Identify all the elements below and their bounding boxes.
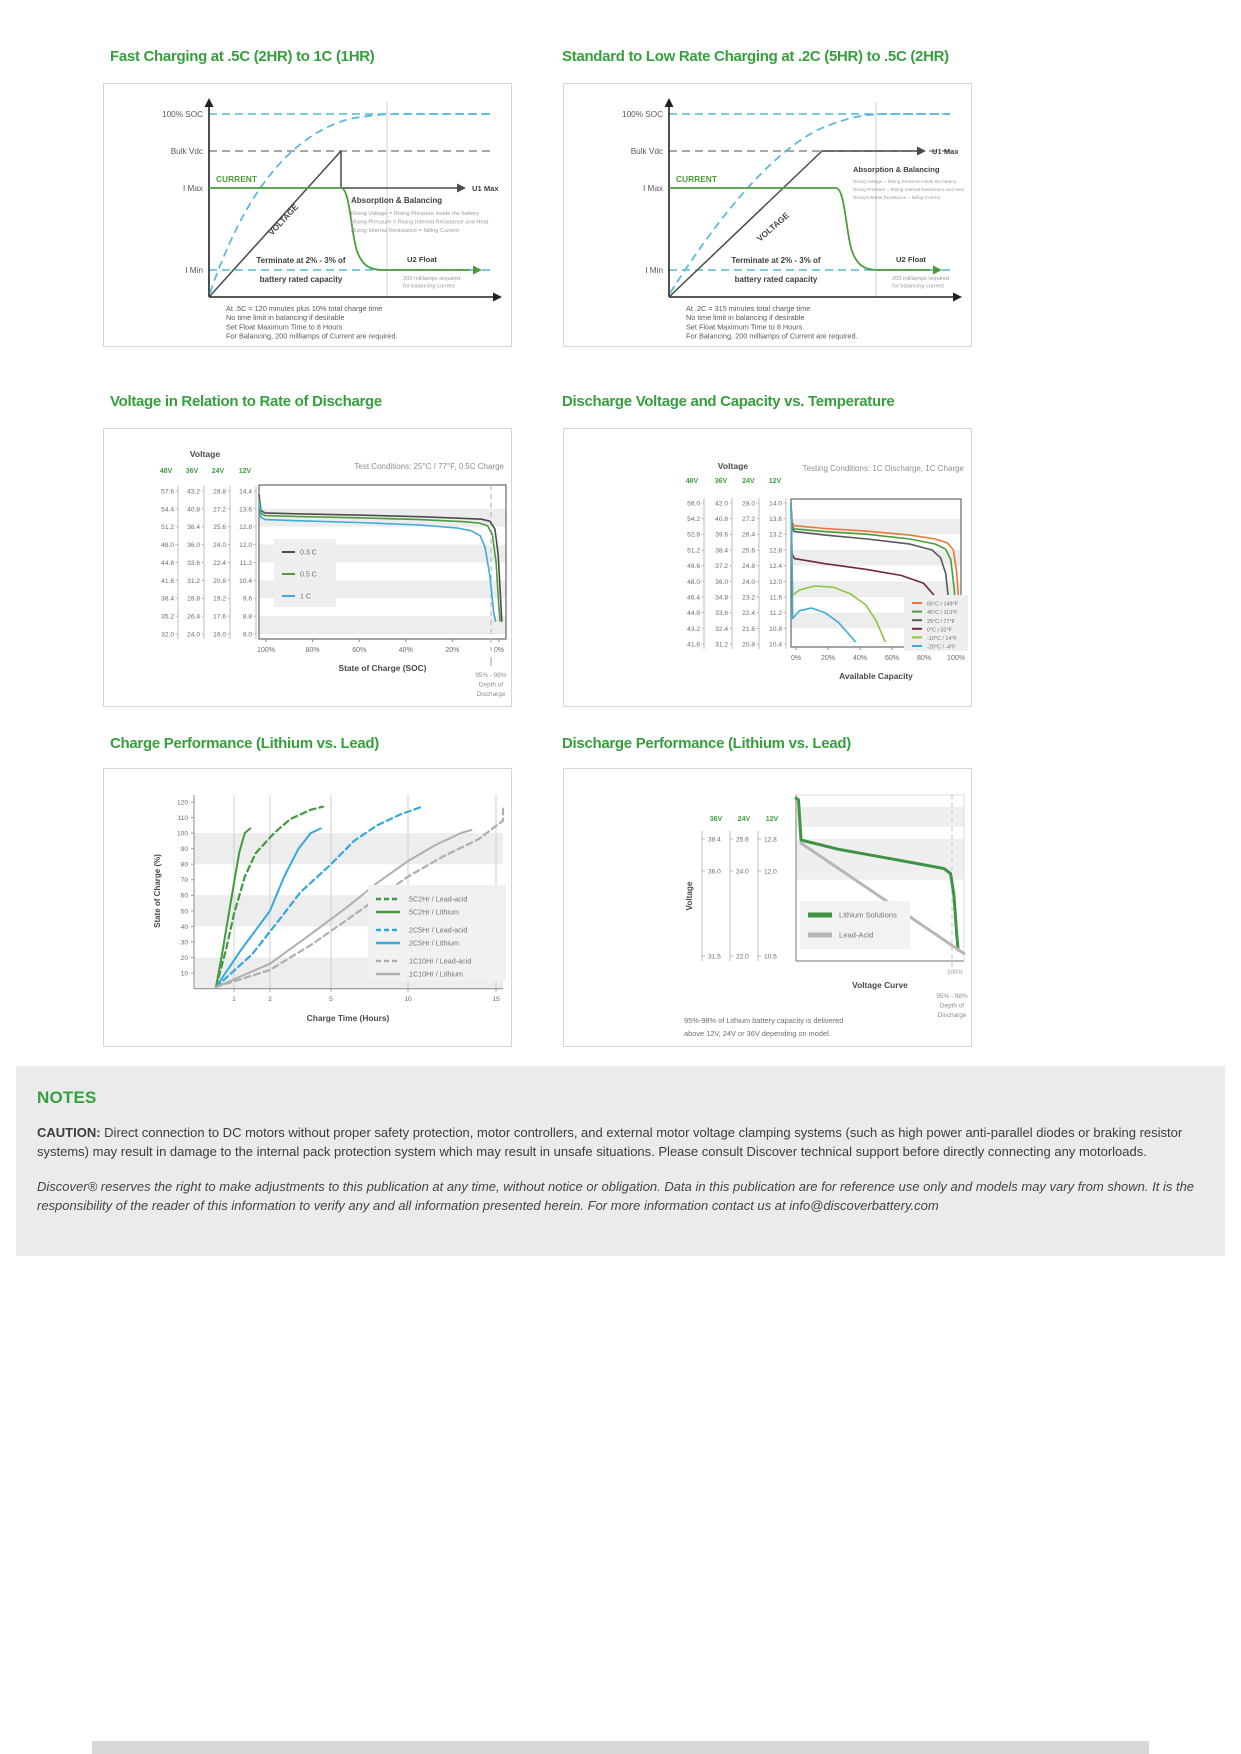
voltage-tick: 28.0 [742, 500, 755, 508]
voltage-tick: 38.4 [715, 547, 728, 555]
y-tick-label: 30 [180, 939, 188, 947]
voltage-tick: 20.8 [742, 641, 755, 649]
chart-title-standard-charging: Standard to Low Rate Charging at .2C (5HR) to .5C (2HR) [562, 48, 949, 65]
legend-label: -10°C / 14°F [927, 636, 957, 642]
voltage-tick: 54.2 [687, 516, 700, 524]
voltage-tick: 26.4 [187, 613, 200, 621]
voltage-tick: 36.0 [715, 578, 728, 586]
caution-text: Direct connection to DC motors without proper safety protection, motor controllers, and external motor voltage clamping systems (such as high power anti-parallel diodes or braking resistor systems) may result in damage to the internal pack protection system which may result in unsafe situations. Please consult Discover technical support before directly connecting any motorloads. [37, 1125, 1183, 1159]
voltage-tick: 21.6 [742, 625, 755, 633]
y-tick-label: 50 [180, 908, 188, 916]
x-tick-label: 100% [947, 655, 965, 662]
y-tick-label: 20 [180, 954, 188, 962]
terminate-label: battery rated capacity [259, 275, 343, 284]
voltage-tick: 40.8 [187, 506, 200, 514]
voltage-tick: 20.8 [213, 577, 226, 585]
voltage-header: Voltage [717, 461, 749, 471]
voltage-tick: 31.5 [708, 953, 721, 961]
voltage-tick: 54.4 [161, 506, 174, 514]
voltage-vs-discharge-figure [104, 429, 511, 706]
voltage-tick: 38.4 [187, 524, 200, 532]
voltage-tick: 43.2 [687, 625, 700, 633]
absorption-label: Absorption & Balancing [853, 165, 940, 174]
u2-note: 200 milliamps required [892, 276, 950, 282]
voltage-tick: 25.6 [213, 524, 226, 532]
chart-footnote: Set Float Maximum Time to 8 Hours [226, 322, 343, 332]
chart-footnote: For Balancing, 200 milliamps of Current are required. [226, 331, 398, 341]
voltage-tick: 26.4 [742, 531, 755, 539]
imin-level-label: I Min [645, 266, 663, 275]
voltage-tick: 38.4 [161, 595, 174, 603]
voltage-tick: 24.0 [736, 868, 749, 876]
x-tick-label: 15 [492, 996, 500, 1003]
voltage-tick: 33.6 [715, 610, 728, 618]
arrowhead [933, 266, 942, 275]
voltage-tick: 12.8 [769, 547, 782, 555]
dod-note: Depth of [939, 1002, 965, 1010]
x-tick-label: 5 [329, 996, 333, 1003]
x-tick-label: 80% [305, 647, 320, 654]
arrowhead [917, 147, 926, 156]
voltage-tick: 12.4 [769, 563, 782, 571]
caution-paragraph [37, 1124, 1200, 1162]
test-conditions: Testing Conditions: 1C Discharge, 1C Charge [802, 464, 964, 473]
voltage-label: VOLTAGE [754, 210, 791, 244]
dod-note: Depth of [478, 681, 504, 689]
legend-label: 0.5 C [300, 571, 317, 579]
voltage-column-header: 24V [737, 816, 751, 823]
voltage-tick: 13.6 [769, 516, 782, 524]
current-label: CURRENT [216, 174, 257, 184]
voltage-vs-temperature-figure [564, 429, 971, 706]
arrowhead [665, 98, 674, 107]
voltage-tick: 22.0 [736, 953, 749, 961]
voltage-tick: 51.2 [161, 524, 174, 532]
voltage-tick: 24.0 [187, 631, 200, 639]
voltage-tick: 10.8 [769, 625, 782, 633]
disclaimer-paragraph: Discover® reserves the right to make adjustments to this publication at any time, without notice or obligation. Data in this publication are for reference use only and models may vary from shown. It is the responsibility of the reader of this information to verify any and all information presented herein. For more information contact us at info@discoverbattery.com [37, 1178, 1195, 1213]
rising-note: Rising Pressure = Rising Internal Resistance and Heat [853, 187, 964, 192]
legend-label: 1 C [300, 593, 311, 601]
voltage-column-header: 48V [159, 468, 173, 475]
voltage-column-header: 36V [185, 468, 199, 475]
u2-note: for balancing current [892, 283, 944, 290]
voltage-tick: 31.2 [715, 641, 728, 649]
voltage-tick: 10.5 [764, 953, 777, 961]
chart-footnote: At .5C = 120 minutes plus 10% total charge time [226, 304, 383, 313]
u2-float-label: U2 Float [896, 255, 926, 264]
legend-label: .5C2Hr / Lead-acid [407, 894, 468, 904]
voltage-tick: 11.6 [769, 594, 782, 602]
x-axis-label: State of Charge (SOC) [338, 663, 427, 673]
absorption-label: Absorption & Balancing [351, 196, 443, 205]
legend-label: -20°C / -4°F [927, 644, 956, 651]
x-tick-label: 40% [398, 647, 413, 654]
chart-voltage-vs-discharge [103, 428, 512, 707]
y-tick-label: 60 [180, 892, 188, 900]
voltage-tick: 12.0 [769, 578, 782, 586]
voltage-tick: 42.0 [715, 500, 728, 508]
x-tick-label: 20% [445, 647, 460, 654]
chart-standard-charging [563, 83, 972, 347]
x-tick-label: 0% [790, 655, 802, 662]
voltage-tick: 28.8 [213, 488, 226, 496]
voltage-tick: 48.0 [161, 542, 174, 550]
y-tick-label: 80 [180, 861, 188, 869]
x-tick-label: 60% [352, 647, 367, 654]
voltage-tick: 31.2 [187, 577, 200, 585]
voltage-tick: 22.4 [213, 559, 226, 567]
imax-level-label: I Max [642, 184, 663, 193]
chart-footnote: No time limit in balancing if desirable [226, 313, 345, 323]
voltage-tick: 40.8 [715, 516, 728, 524]
legend-label: .2C5Hr / Lead-acid [407, 925, 468, 935]
voltage-tick: 27.2 [742, 516, 755, 524]
voltage-tick: 13.6 [239, 506, 252, 514]
x-axis-label: Available Capacity [839, 671, 913, 681]
terminate-label: Terminate at 2% - 3% of [256, 256, 346, 265]
chart-footnote: Set Float Maximum Time to 8 Hours [686, 322, 803, 332]
chart-discharge-performance [563, 768, 972, 1047]
chart-charge-performance [103, 768, 512, 1047]
chart-voltage-vs-temperature [563, 428, 972, 707]
fast-charging-figure [104, 84, 511, 346]
legend-label: Lead-Acid [839, 930, 874, 940]
y-tick-label: 120 [176, 799, 188, 807]
legend-label: 65°C / 149°F [927, 601, 958, 608]
voltage-tick: 44.8 [161, 559, 174, 567]
notes-section [16, 1066, 1225, 1256]
rising-note: Rising Pressure = Rising Internal Resistance and Heat [351, 219, 489, 226]
y-axis-label: Voltage [685, 881, 694, 911]
legend-label: 0°C / 32°F [927, 627, 952, 634]
rising-note: Rising Internal Resistance = falling Current [351, 228, 459, 235]
x-tick-label: 2 [268, 996, 272, 1003]
chart-footnote: 95%-98% of Lithium battery capacity is delivered [684, 1016, 844, 1025]
voltage-tick: 24.0 [742, 578, 755, 586]
voltage-column-header: 24V [742, 478, 755, 485]
voltage-tick: 41.6 [161, 577, 174, 585]
arrowhead [953, 293, 962, 302]
legend-label: .5C2Hr / Lithium [407, 907, 459, 917]
voltage-tick: 10.4 [239, 577, 252, 585]
u2-note: 200 milliamps required [403, 276, 461, 282]
voltage-tick: 57.6 [161, 488, 174, 496]
voltage-tick: 14.0 [769, 500, 782, 508]
voltage-tick: 25.6 [742, 547, 755, 555]
voltage-tick: 32.4 [715, 625, 728, 633]
discharge-performance-figure [564, 769, 971, 1046]
bulk-level-label: Bulk Vdc [170, 147, 203, 156]
arrowhead [473, 266, 482, 275]
chart-title-fast-charging: Fast Charging at .5C (2HR) to 1C (1HR) [110, 48, 375, 65]
legend-label: .2C5Hr / Lithium [407, 938, 459, 948]
voltage-column-header: 36V [714, 478, 728, 485]
voltage-tick: 17.6 [213, 613, 226, 621]
voltage-column-header: 24V [211, 468, 225, 475]
soc-level-label: 100% SOC [622, 110, 663, 119]
x-tick-label: 60% [884, 655, 900, 662]
voltage-tick: 51.2 [687, 547, 700, 555]
rising-note: Rising Voltage = Rising Pressure inside the battery [853, 179, 957, 184]
u2-float-label: U2 Float [407, 255, 437, 264]
chart-title-charge-performance: Charge Performance (Lithium vs. Lead) [110, 735, 379, 752]
voltage-tick: 36.0 [708, 868, 721, 876]
chart-footnote: above 12V, 24V or 36V depending on model. [684, 1029, 831, 1038]
voltage-column-header: 12V [765, 816, 779, 823]
x-axis-label: Voltage Curve [852, 980, 908, 990]
standard-charging-figure [564, 84, 971, 346]
voltage-column-header: 48V [685, 478, 699, 485]
voltage-tick: 19.2 [213, 595, 226, 603]
voltage-tick: 34.8 [715, 594, 728, 602]
rising-note: Rising Voltage = Rising Pressure inside the battery [351, 211, 479, 217]
u2-note: for balancing current [403, 283, 455, 290]
pct-label: 100% [947, 969, 963, 976]
caution-label: CAUTION: [37, 1125, 101, 1140]
voltage-tick: 48.0 [687, 578, 700, 586]
voltage-tick: 12.8 [239, 524, 252, 532]
footer-bar [92, 1741, 1149, 1754]
voltage-header: Voltage [189, 449, 221, 459]
voltage-tick: 44.8 [687, 610, 700, 618]
voltage-tick: 8.8 [242, 613, 252, 621]
voltage-tick: 8.0 [242, 631, 252, 639]
dod-note: 95% - 98% [475, 672, 507, 679]
voltage-tick: 10.4 [769, 641, 782, 649]
voltage-tick: 12.0 [764, 868, 777, 876]
voltage-tick: 12.0 [239, 542, 252, 550]
arrowhead [205, 98, 214, 107]
voltage-tick: 35.2 [161, 613, 174, 621]
chart-title-voltage-vs-temperature: Discharge Voltage and Capacity vs. Temperature [562, 393, 895, 410]
soc-level-label: 100% SOC [162, 110, 203, 119]
voltage-tick: 16.0 [213, 631, 226, 639]
voltage-column-header: 36V [709, 816, 723, 823]
y-tick-label: 70 [180, 877, 188, 885]
voltage-tick: 12.8 [764, 836, 777, 844]
chart-footnote: For Balancing, 200 milliamps of Current are required. [686, 331, 858, 341]
voltage-tick: 14.4 [239, 488, 252, 496]
y-tick-label: 10 [180, 970, 188, 978]
arrowhead [457, 184, 466, 193]
x-tick-label: 0% [493, 647, 505, 654]
voltage-tick: 23.2 [742, 594, 755, 602]
voltage-tick: 11.2 [769, 610, 782, 618]
x-tick-label: 40% [852, 655, 868, 662]
voltage-tick: 38.4 [708, 836, 721, 844]
y-tick-label: 100 [176, 830, 188, 838]
voltage-tick: 13.2 [769, 531, 782, 539]
imax-level-label: I Max [182, 184, 203, 193]
y-axis-label: State of Charge (%) [153, 854, 162, 928]
u1-max-label: U1 Max [472, 184, 499, 193]
x-tick-label: 20% [820, 655, 836, 662]
voltage-tick: 24.0 [213, 542, 226, 550]
y-tick-label: 110 [177, 814, 188, 822]
voltage-tick: 46.4 [687, 594, 700, 602]
legend-label: .1C10Hr / Lead-acid [407, 956, 472, 966]
legend-label: 0.3 C [300, 549, 317, 557]
chart-title-discharge-performance: Discharge Performance (Lithium vs. Lead) [562, 735, 851, 752]
imin-level-label: I Min [185, 266, 203, 275]
voltage-tick: 37.2 [715, 563, 728, 571]
voltage-tick: 36.0 [187, 542, 200, 550]
voltage-label: VOLTAGE [266, 201, 301, 238]
voltage-tick: 39.6 [715, 531, 728, 539]
u1-max-label: U1 Max [932, 147, 959, 156]
y-tick-label: 40 [180, 923, 188, 931]
x-axis-label: Charge Time (Hours) [306, 1013, 390, 1023]
x-tick-label: 10 [404, 996, 412, 1003]
legend-label: .1C10Hr / Lithium [407, 969, 463, 979]
voltage-tick: 33.6 [187, 559, 200, 567]
voltage-tick: 41.6 [687, 641, 700, 649]
bulk-level-label: Bulk Vdc [630, 147, 663, 156]
y-tick-label: 90 [180, 846, 188, 854]
voltage-tick: 11.2 [239, 559, 252, 567]
rising-note: Rising Internal Resistance = falling Current [853, 195, 941, 200]
voltage-tick: 9.6 [242, 595, 252, 603]
voltage-column-header: 12V [238, 468, 252, 475]
x-tick-label: 80% [916, 655, 932, 662]
voltage-tick: 43.2 [187, 488, 200, 496]
legend-label: 45°C / 113°F [927, 610, 958, 617]
chart-footnote: No time limit in balancing if desirable [686, 313, 805, 323]
terminate-label: battery rated capacity [734, 275, 818, 284]
chart-fast-charging [103, 83, 512, 347]
notes-heading: NOTES [37, 1088, 97, 1107]
arrowhead [493, 293, 502, 302]
terminate-label: Terminate at 2% - 3% of [731, 256, 821, 265]
test-conditions: Test Conditions: 25°C / 77°F, 0.5C Charge [354, 462, 504, 471]
x-tick-label: 1 [232, 996, 236, 1003]
voltage-column-header: 12V [768, 478, 782, 485]
voltage-tick: 22.4 [742, 610, 755, 618]
chart-footnote: At .2C = 315 minutes total charge time [686, 304, 811, 313]
voltage-tick: 52.8 [687, 531, 700, 539]
voltage-tick: 28.8 [187, 595, 200, 603]
chart-title-voltage-vs-discharge: Voltage in Relation to Rate of Discharge [110, 393, 382, 410]
voltage-tick: 24.8 [742, 563, 755, 571]
voltage-tick: 25.6 [736, 836, 749, 844]
current-label: CURRENT [676, 174, 717, 184]
voltage-tick: 32.0 [161, 631, 174, 639]
dod-note: Discharge [476, 690, 506, 698]
voltage-tick: 27.2 [213, 506, 226, 514]
dod-note: Discharge [937, 1011, 967, 1019]
x-tick-label: 100% [257, 647, 275, 654]
charge-performance-figure [104, 769, 511, 1046]
dod-note: 95% - 98% [936, 993, 968, 1000]
voltage-tick: 49.6 [687, 563, 700, 571]
legend-label: Lithium Solutions [839, 910, 897, 920]
voltage-tick: 56.0 [687, 500, 700, 508]
legend-label: 25°C / 77°F [927, 618, 955, 625]
